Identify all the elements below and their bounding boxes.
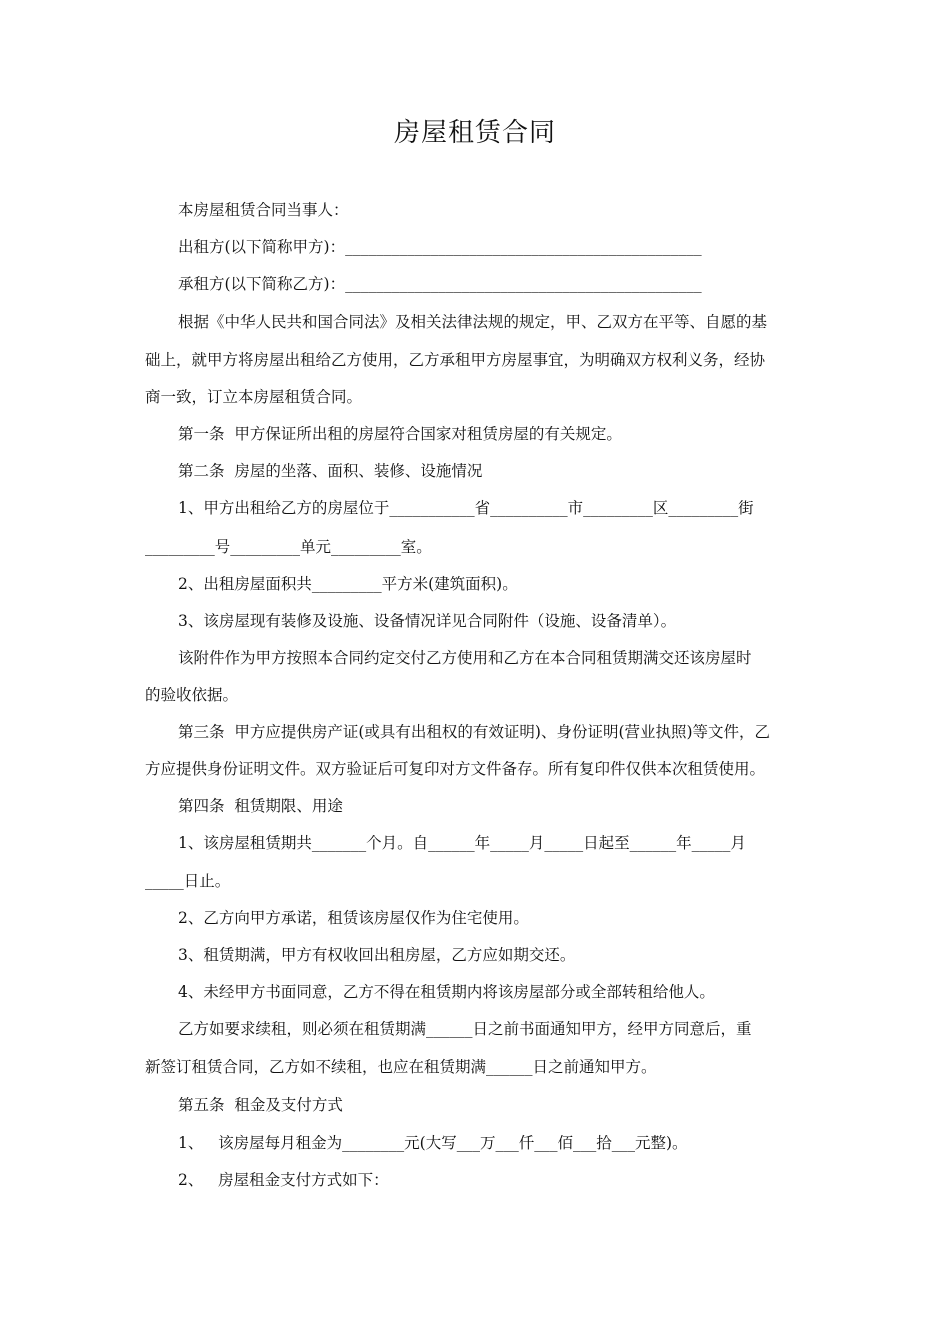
article-4-heading: 第四条 租赁期限、用途 — [178, 797, 343, 815]
article-4-item-2: 2、乙方向甲方承诺，租赁该房屋仅作为住宅使用。 — [178, 909, 529, 927]
renewal-line-2: 新签订租赁合同，乙方如不续租，也应在租赁期满______日之前通知甲方。 — [145, 1058, 657, 1076]
lessor-line: 出租方(以下简称甲方)：______________________________________________ — [178, 238, 702, 256]
article-2-item-2: 2、出租房屋面积共_________平方米(建筑面积)。 — [178, 575, 518, 593]
article-3-line-1: 第三条 甲方应提供房产证(或具有出租权的有效证明)、身份证明(营业执照)等文件，乙 — [178, 723, 771, 741]
page-title: 房屋租赁合同 — [393, 118, 556, 148]
annex-note-line-2: 的验收依据。 — [145, 686, 239, 704]
article-5-heading: 第五条 租金及支付方式 — [178, 1096, 343, 1114]
article-4-item-4: 4、未经甲方书面同意，乙方不得在租赁期内将该房屋部分或全部转租给他人。 — [178, 983, 715, 1001]
article-4-item-3: 3、租赁期满，甲方有权收回出租房屋，乙方应如期交还。 — [178, 946, 576, 964]
article-4-item-1-cont: _____日止。 — [145, 872, 231, 890]
preamble-line-2: 础上，就甲方将房屋出租给乙方使用，乙方承租甲方房屋事宜，为明确双方权利义务，经协 — [145, 351, 766, 369]
preamble-line-3: 商一致，订立本房屋租赁合同。 — [145, 388, 363, 406]
article-1: 第一条 甲方保证所出租的房屋符合国家对租赁房屋的有关规定。 — [178, 425, 622, 443]
article-2-item-3: 3、该房屋现有装修及设施、设备情况详见合同附件（设施、设备清单）。 — [178, 612, 677, 630]
article-4-item-1: 1、该房屋租赁期共_______个月。自______年_____月_____日起至______年_____月 — [178, 834, 746, 852]
article-2-item-1: 1、甲方出租给乙方的房屋位于___________省__________市_________区_________街 — [178, 499, 754, 517]
article-2-heading: 第二条 房屋的坐落、面积、装修、设施情况 — [178, 462, 483, 480]
article-3-line-2: 方应提供身份证明文件。双方验证后可复印对方文件备存。所有复印件仅供本次租赁使用。 — [145, 760, 766, 778]
parties-intro: 本房屋租赁合同当事人： — [178, 201, 349, 219]
article-5-item-1: 1、 该房屋每月租金为________元(大写___万___仟___佰___拾___元整)。 — [178, 1134, 688, 1152]
article-2-item-1-cont: _________号_________单元_________室。 — [145, 538, 432, 556]
article-5-item-2: 2、 房屋租金支付方式如下： — [178, 1171, 389, 1189]
annex-note-line-1: 该附件作为甲方按照本合同约定交付乙方使用和乙方在本合同租赁期满交还该房屋时 — [178, 649, 752, 667]
preamble-line-1: 根据《中华人民共和国合同法》及相关法律法规的规定，甲、乙双方在平等、自愿的基 — [178, 313, 768, 331]
renewal-line-1: 乙方如要求续租，则必须在租赁期满______日之前书面通知甲方，经甲方同意后，重 — [178, 1020, 752, 1038]
lessee-line: 承租方(以下简称乙方)：______________________________________________ — [178, 275, 702, 293]
